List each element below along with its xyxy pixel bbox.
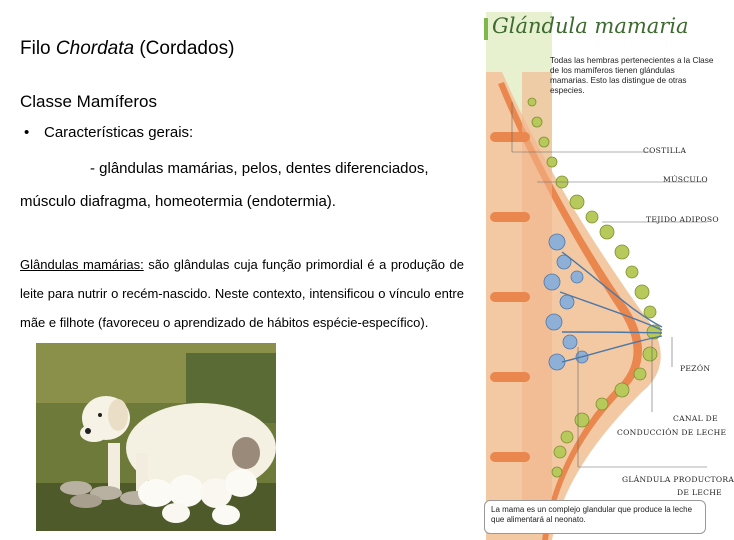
bullet-text: Características gerais: bbox=[44, 124, 194, 141]
diagram-intro: Todas las hembras pertenecientes a la Clase de los mamíferos tienen glándulas mamarias. Esto las distingue de otras especies. bbox=[550, 56, 714, 95]
label-musculo: MÚSCULO bbox=[663, 175, 708, 184]
diagram-caption: La mama es un complejo glandular que produce la leche que alimentará al neonato. bbox=[484, 500, 706, 534]
label-pezon: PEZÓN bbox=[680, 364, 711, 373]
label-glandula-2: DE LECHE bbox=[677, 488, 723, 497]
slide-title bbox=[20, 38, 234, 60]
bullet-marker: • bbox=[24, 124, 30, 141]
paragraph-text: são glândulas cuja função primordial é a produção de leite para nutrir o recém-nascido. Neste contexto, intensificou o vínculo entre mãe e filhote (favoreceu o aprendizado de hábitos espécie-específico). bbox=[20, 257, 465, 330]
characteristics-line-1: - glândulas mamárias, pelos, dentes diferenciados, bbox=[90, 160, 429, 177]
diagram-title: Glándula mamaria bbox=[492, 14, 689, 38]
title-suffix: (Cordados) bbox=[134, 38, 235, 59]
label-tejido-adiposo: TEJIDO ADIPOSO bbox=[646, 215, 719, 224]
bullet-item bbox=[24, 124, 193, 141]
diagram-title-bar bbox=[484, 18, 488, 40]
label-glandula-1: GLÁNDULA PRODUCTORA bbox=[622, 475, 734, 484]
label-costilla: COSTILLA bbox=[643, 146, 687, 155]
mammary-paragraph bbox=[20, 250, 464, 337]
paragraph-term: Glândulas mamárias: bbox=[20, 257, 144, 272]
label-canal-2: CONDUCCIÓN DE LECHE bbox=[617, 428, 727, 437]
title-prefix: Filo bbox=[20, 38, 56, 59]
dog-nursing-photo bbox=[36, 343, 276, 531]
title-italic: Chordata bbox=[55, 38, 135, 59]
class-subtitle: Classe Mamíferos bbox=[20, 92, 157, 111]
characteristics-line-2: músculo diafragma, homeotermia (endotermia). bbox=[20, 193, 336, 210]
label-canal-1: CANAL DE bbox=[673, 414, 718, 423]
